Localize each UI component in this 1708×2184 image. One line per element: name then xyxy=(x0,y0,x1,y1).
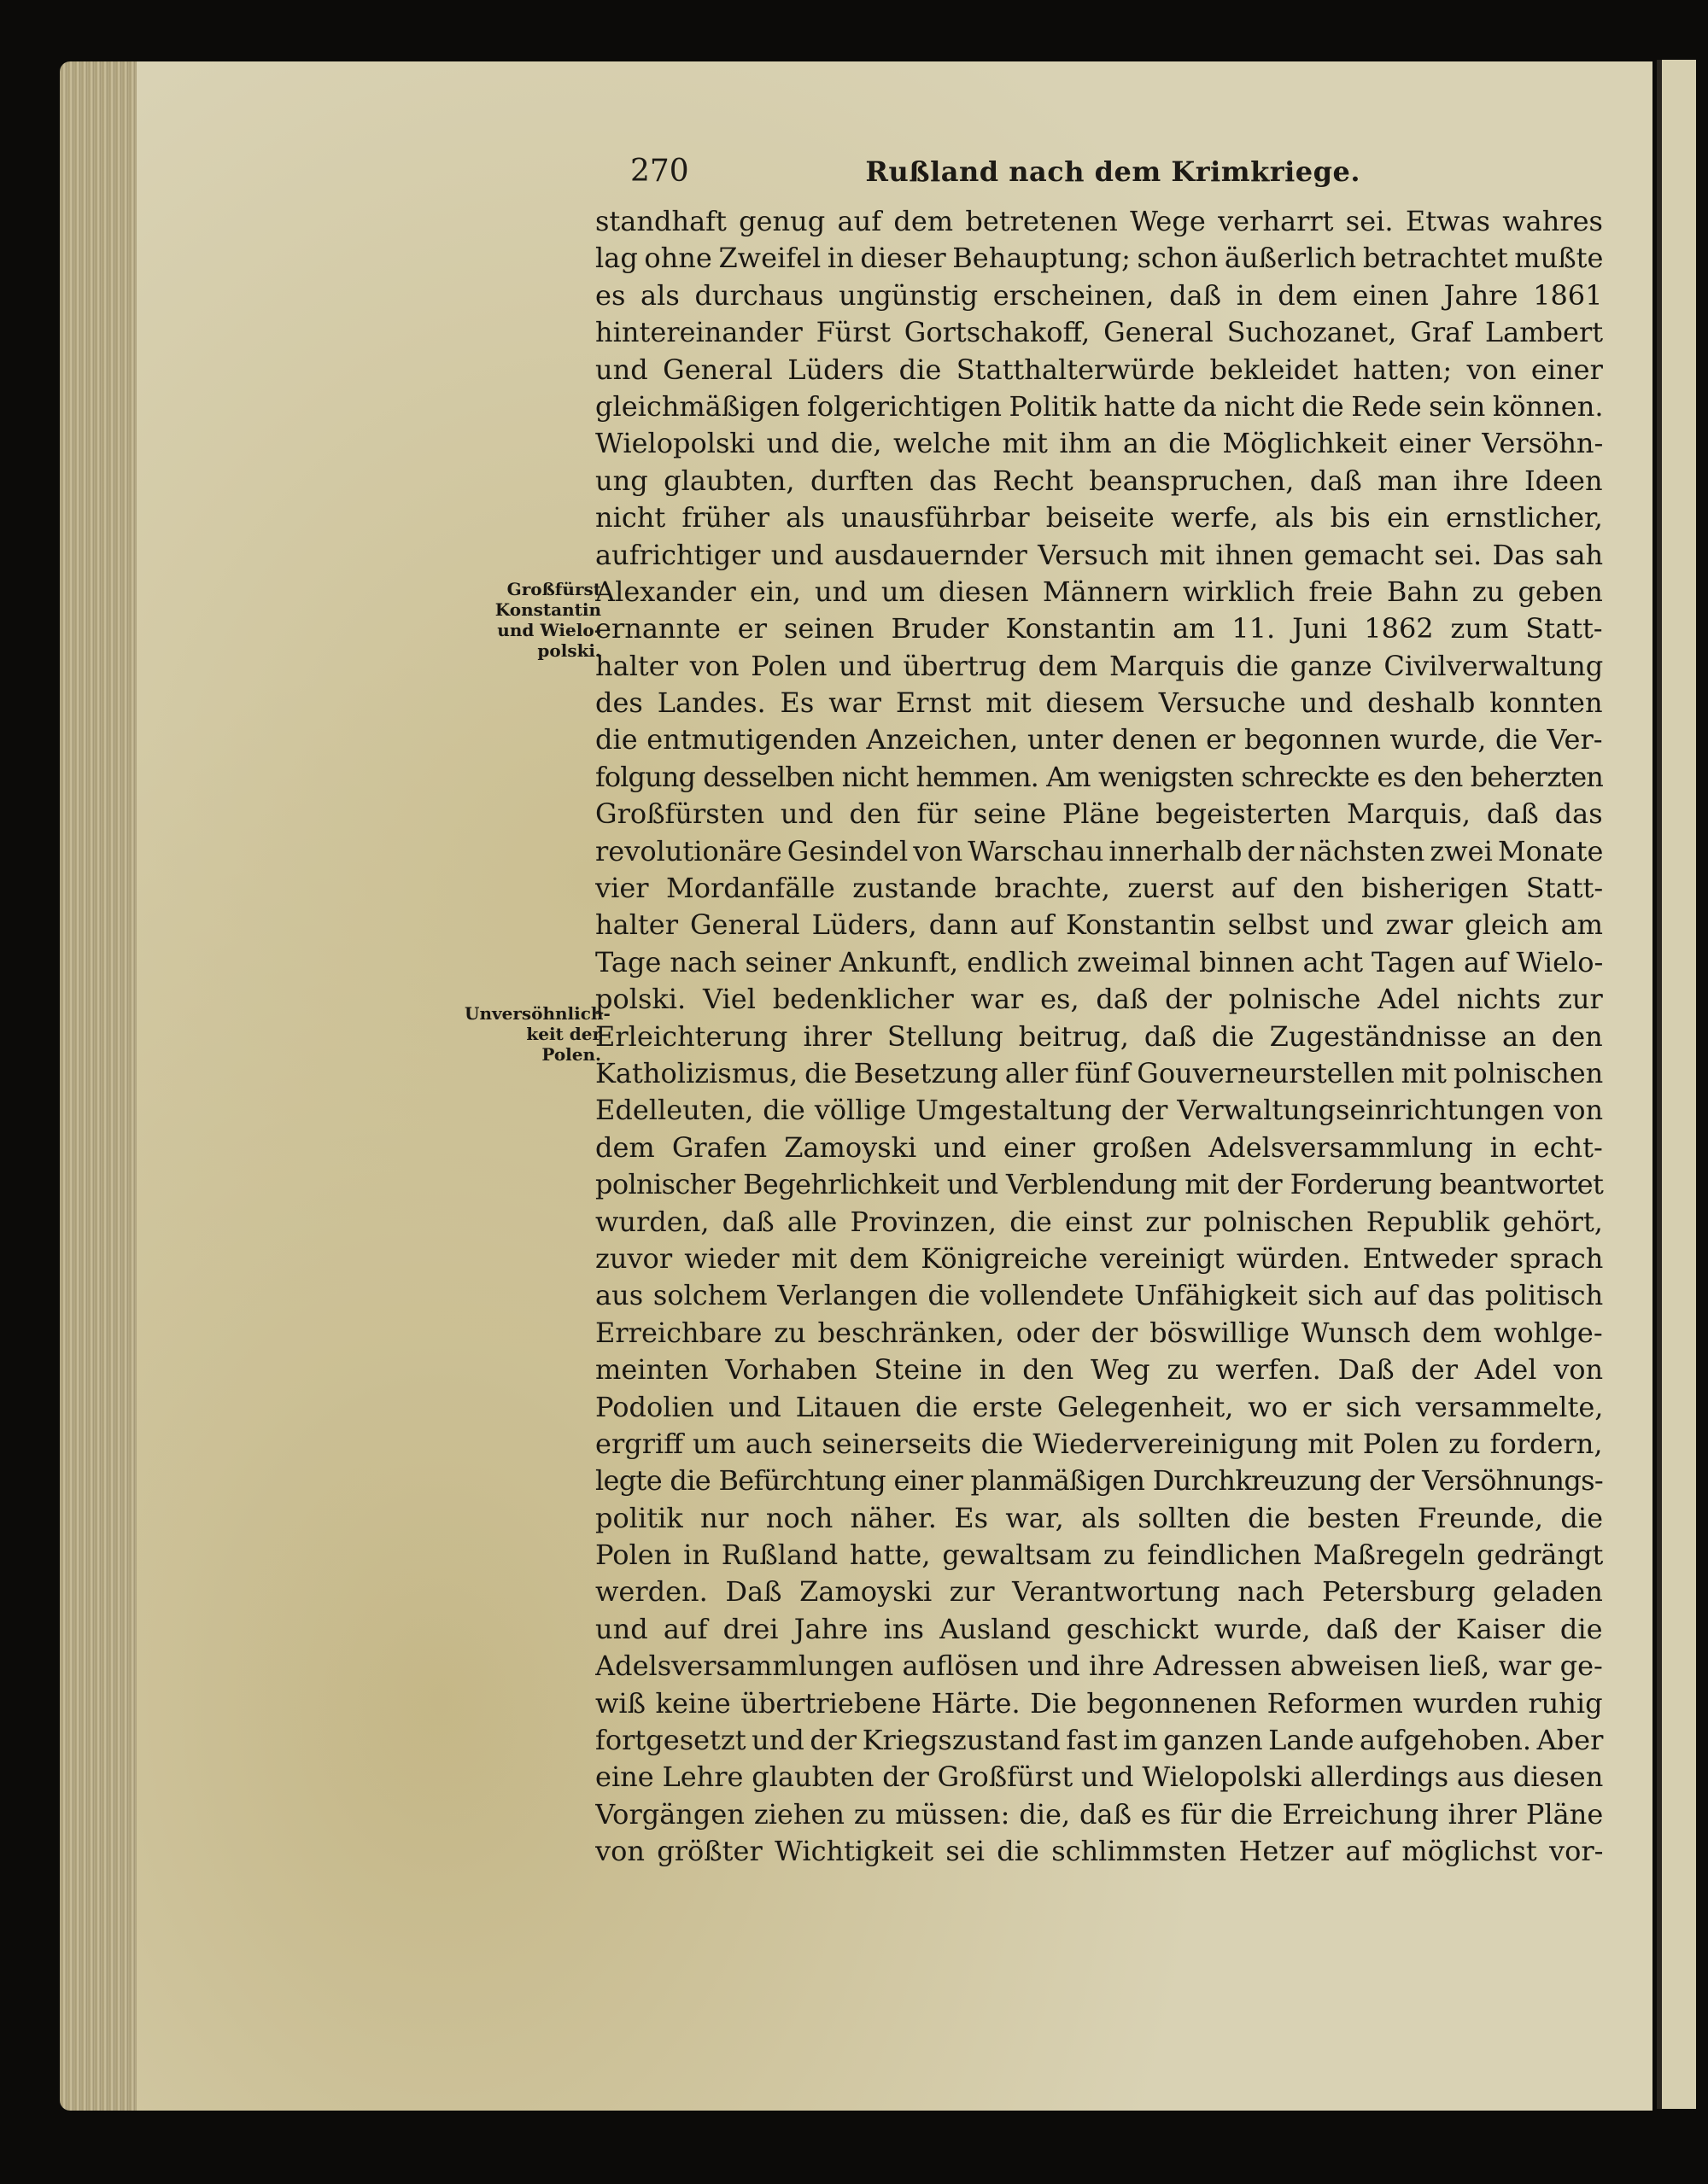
text-line: Wielopolski und die, welche mit ihm an die Möglichkeit einer Versöhn- xyxy=(595,427,1604,460)
text-line: ung glaubten, durften das Recht beanspruchen, daß man ihre Ideen xyxy=(595,464,1603,497)
text-line: standhaft genug auf dem betretenen Wege verharrt sei. Etwas wahres xyxy=(595,205,1603,237)
text-line: aus solchem Verlangen die vollendete Unfähigkeit sich auf das politisch xyxy=(595,1279,1604,1312)
text-line: hintereinander Fürst Gortschakoff, General Suchozanet, Graf Lambert xyxy=(595,316,1604,349)
marginal-note-unversoehnlichkeit xyxy=(465,1003,611,1065)
text-line: polnischer Begehrlichkeit und Verblendung mit der Forderung beantwortet xyxy=(595,1168,1604,1201)
text-line: Großfürsten und den für seine Pläne begeisterten Marquis, daß das xyxy=(595,797,1603,831)
text-line: aufrichtiger und ausdauernder Versuch mit ihnen gemacht sei. Das sah xyxy=(595,538,1604,571)
text-line: dem Grafen Zamoyski und einer großen Adelsversammlung in echt- xyxy=(595,1130,1603,1164)
text-line: Alexander ein, und um diesen Männern wirklich freie Bahn zu geben xyxy=(595,575,1603,608)
text-line: gleichmäßigen folgerichtigen Politik hatte da nicht die Rede sein können. xyxy=(595,389,1604,423)
text-line: folgung desselben nicht hemmen. Am wenigsten schreckte es den beherzten xyxy=(595,760,1603,793)
text-line: des Landes. Es war Ernst mit diesem Versuche und deshalb konnten xyxy=(595,686,1603,720)
text-line: politik nur noch näher. Es war, als sollten die besten Freunde, die xyxy=(595,1501,1604,1534)
text-line: eine Lehre glaubten der Großfürst und Wielopolski allerdings aus diesen xyxy=(595,1761,1604,1794)
text-line: legte die Befürchtung einer planmäßigen Durchkreuzung der Versöhnungs- xyxy=(595,1464,1603,1498)
text-line: Erleichterung ihrer Stellung beitrug, daß die Zugeständnisse an den xyxy=(595,1019,1603,1053)
text-line: von größter Wichtigkeit sei die schlimmsten Hetzer auf möglichst vor- xyxy=(595,1835,1604,1868)
marginal-line: keit der Polen. xyxy=(526,1024,601,1065)
running-title: Rußland nach dem Krimkriege. xyxy=(865,155,1360,188)
marginal-line: und Wielo- xyxy=(497,620,601,640)
body-text xyxy=(595,203,1620,1871)
marginal-note-konstantin xyxy=(465,579,601,661)
text-line: lag ohne Zweifel in dieser Behauptung; schon äußerlich betrachtet mußte xyxy=(595,242,1604,275)
text-line: Adelsversammlungen auflösen und ihre Adressen abweisen ließ, war ge- xyxy=(595,1650,1603,1683)
page-number: 270 xyxy=(630,154,689,189)
text-line: die entmutigenden Anzeichen, unter denen er begonnen wurde, die Ver- xyxy=(595,723,1603,756)
text-line: Vorgängen ziehen zu müssen: die, daß es für die Erreichung ihrer Pläne xyxy=(595,1797,1604,1831)
text-line: werden. Daß Zamoyski zur Verantwortung nach Petersburg geladen xyxy=(595,1575,1603,1609)
text-line: zuvor wieder mit dem Königreiche vereinigt würden. Entweder sprach xyxy=(595,1241,1604,1275)
text-line: Edelleuten, die völlige Umgestaltung der Verwaltungseinrichtungen von xyxy=(595,1094,1604,1127)
text-line: revolutionäre Gesindel von Warschau innerhalb der nächsten zwei Monate xyxy=(595,834,1604,867)
marginal-line: Konstantin xyxy=(494,599,601,620)
text-line: polski. Viel bedenklicher war es, daß der polnische Adel nichts zur xyxy=(595,983,1603,1016)
text-line: Tage nach seiner Ankunft, endlich zweimal binnen acht Tagen auf Wielo- xyxy=(595,945,1604,978)
text-line: halter von Polen und übertrug dem Marquis die ganze Civilverwaltung xyxy=(595,649,1604,682)
text-line: Polen in Rußland hatte, gewaltsam zu feindlichen Maßregeln gedrängt xyxy=(595,1539,1604,1572)
text-line: meinten Vorhaben Steine in den Weg zu werfen. Daß der Adel von xyxy=(595,1353,1604,1387)
marginal-line: Unversöhnlich- xyxy=(465,1003,611,1024)
text-line: und General Lüders die Statthalterwürde bekleidet hatten; von einer xyxy=(595,353,1603,386)
text-line: und auf drei Jahre ins Ausland geschickt wurde, daß der Kaiser die xyxy=(595,1612,1603,1645)
text-line: wurden, daß alle Provinzen, die einst zur polnischen Republik gehört, xyxy=(595,1205,1603,1238)
text-line: ernannte er seinen Bruder Konstantin am 11. Juni 1862 zum Statt- xyxy=(595,612,1603,645)
text-line: vier Mordanfälle zustande brachte, zuerst auf den bisherigen Statt- xyxy=(595,872,1604,905)
text-line: fortgesetzt und der Kriegszustand fast im ganzen Lande aufgehoben. Aber xyxy=(595,1724,1604,1757)
text-line: halter General Lüders, dann auf Konstantin selbst und zwar gleich am xyxy=(595,908,1603,942)
text-line: es als durchaus ungünstig erscheinen, daß in dem einen Jahre 1861 xyxy=(595,278,1603,312)
text-line: Podolien und Litauen die erste Gelegenheit, wo er sich versammelte, xyxy=(595,1390,1604,1423)
text-line: ergriff um auch seinerseits die Wiedervereinigung mit Polen zu fordern, xyxy=(595,1427,1603,1460)
facing-page-strip xyxy=(1657,60,1696,2109)
marginal-line: Großfürst xyxy=(506,579,601,599)
running-head xyxy=(630,154,1360,196)
text-line: Katholizismus, die Besetzung aller fünf Gouverneurstellen mit polnischen xyxy=(595,1056,1604,1089)
text-line: wiß keine übertriebene Härte. Die begonnenen Reformen wurden ruhig xyxy=(595,1686,1603,1720)
marginal-line: polski. xyxy=(537,640,601,661)
text-line: Erreichbare zu beschränken, oder der böswillige Wunsch dem wohlge- xyxy=(595,1316,1603,1349)
text-line: nicht früher als unausführbar beiseite werfe, als bis ein ernstlicher, xyxy=(595,501,1603,534)
